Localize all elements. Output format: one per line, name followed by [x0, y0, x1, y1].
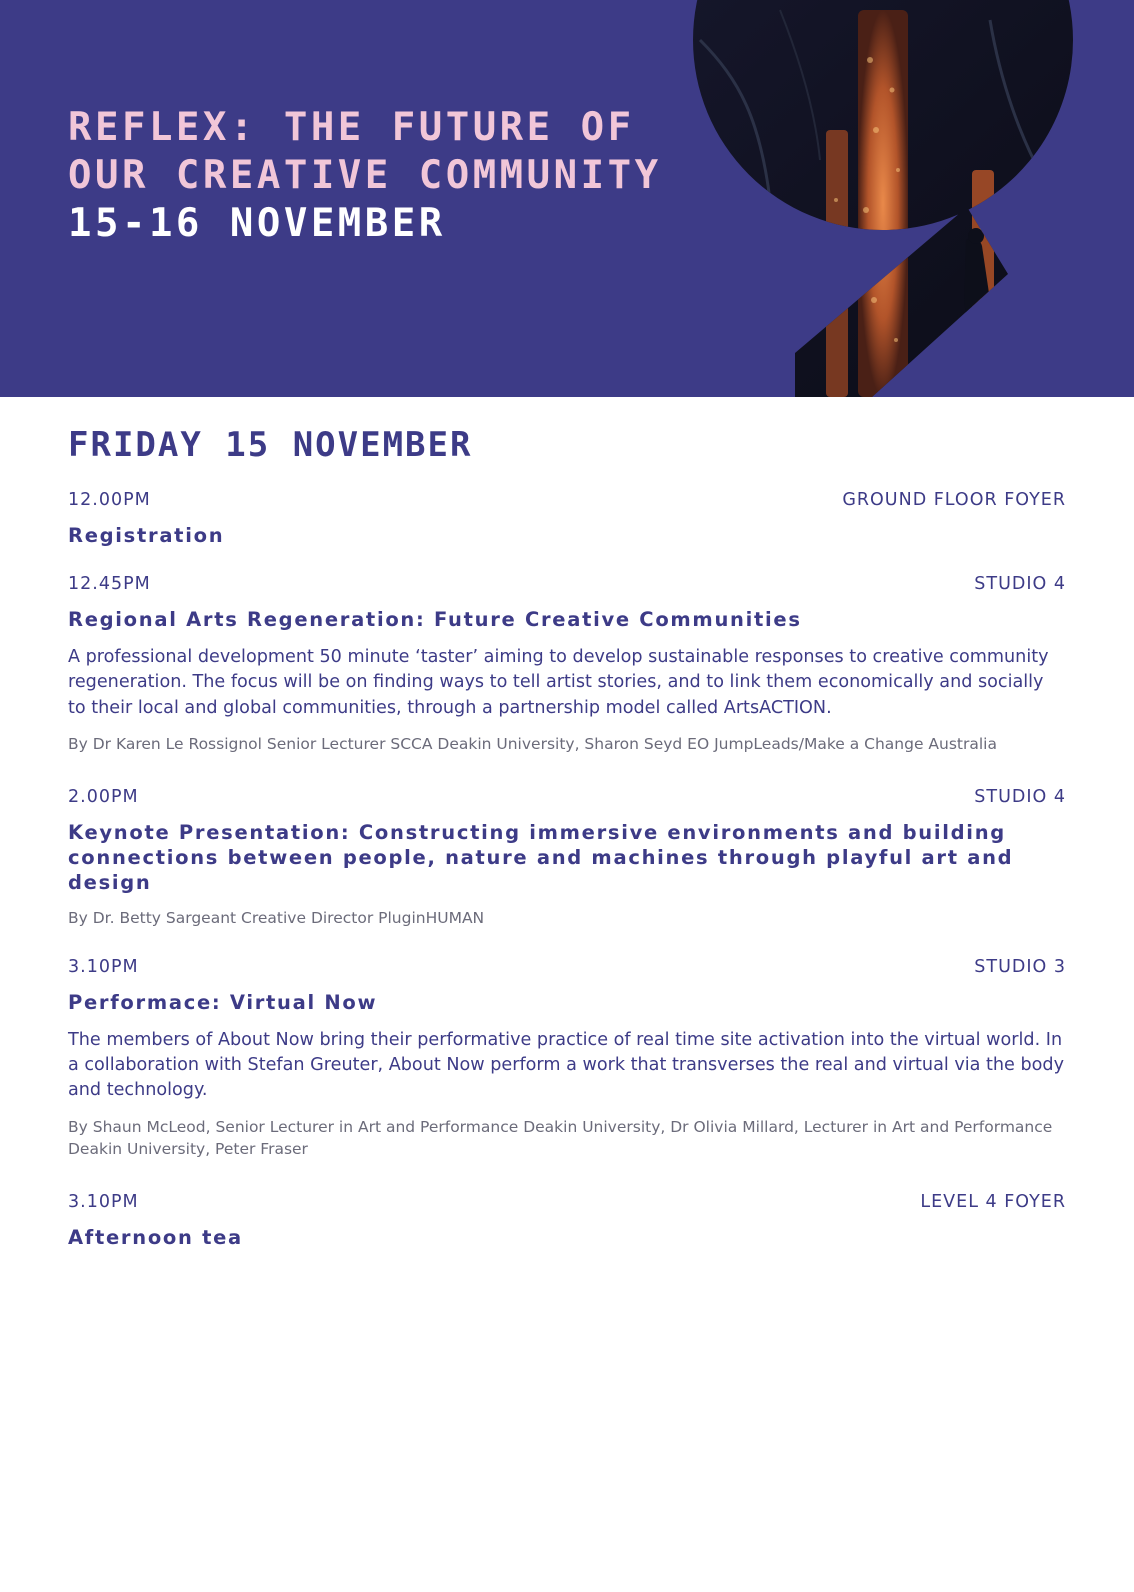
event-title-line-2: OUR CREATIVE COMMUNITY	[68, 153, 662, 198]
session-title: Regional Arts Regeneration: Future Creative Communities	[68, 608, 802, 631]
header-banner	[0, 0, 1134, 397]
session-title: Keynote Presentation: Constructing immersive environments and building connections between people, nature and machines through playful art and design	[68, 821, 1014, 895]
session-time: 2.00PM	[68, 787, 139, 808]
session-credit: By Dr Karen Le Rossignol Senior Lecturer SCCA Deakin University, Sharon Seyd EO JumpLeads/Make a Change Australia	[68, 734, 997, 753]
session-description: A professional development 50 minute ‘taster’ aiming to develop sustainable responses to creative community regeneration. The focus will be on finding ways to tell artist stories, and to link them economically and socially to their local and global communities, through a partnership model called ArtsACTION.	[68, 647, 1049, 718]
session-venue: GROUND FLOOR FOYER	[842, 490, 1066, 510]
day-heading: FRIDAY 15 NOVEMBER	[68, 425, 473, 465]
session-meta	[68, 955, 1066, 979]
session-credit: By Shaun McLeod, Senior Lecturer in Art and Performance Deakin University, Dr Olivia Millard, Lecturer in Art and Performance Deakin University, Peter Fraser	[68, 1117, 1053, 1159]
session-meta	[68, 1190, 1066, 1214]
session-keynote	[68, 785, 1066, 930]
session-venue: STUDIO 4	[974, 574, 1066, 594]
session-title: Afternoon tea	[68, 1225, 243, 1249]
session-meta	[68, 488, 1066, 512]
session-venue: STUDIO 3	[974, 956, 1066, 977]
session-regional-arts	[68, 572, 1066, 755]
session-time: 12.00PM	[68, 490, 151, 510]
session-time: 3.10PM	[68, 956, 139, 977]
session-description: The members of About Now bring their performative practice of real time site activation into the virtual world. In a collaboration with Stefan Greuter, About Now perform a work that transverses the real and virtual via the body and technology.	[68, 1029, 1064, 1101]
session-performance	[68, 955, 1066, 1161]
event-title-line-1: REFLEX: THE FUTURE OF	[68, 105, 635, 150]
event-dates: 15-16 NOVEMBER	[68, 201, 446, 246]
session-venue: LEVEL 4 FOYER	[920, 1191, 1066, 1212]
event-title	[68, 104, 662, 248]
session-afternoon-tea	[68, 1190, 1066, 1250]
session-meta	[68, 785, 1066, 809]
session-title: Registration	[68, 524, 225, 547]
session-meta	[68, 572, 1066, 596]
session-time: 3.10PM	[68, 1191, 139, 1212]
session-title: Performace: Virtual Now	[68, 990, 378, 1014]
session-time: 12.45PM	[68, 574, 151, 594]
session-list	[68, 488, 1066, 1250]
session-registration	[68, 488, 1066, 548]
session-venue: STUDIO 4	[974, 787, 1066, 808]
session-credit: By Dr. Betty Sargeant Creative Director PluginHUMAN	[68, 909, 485, 928]
